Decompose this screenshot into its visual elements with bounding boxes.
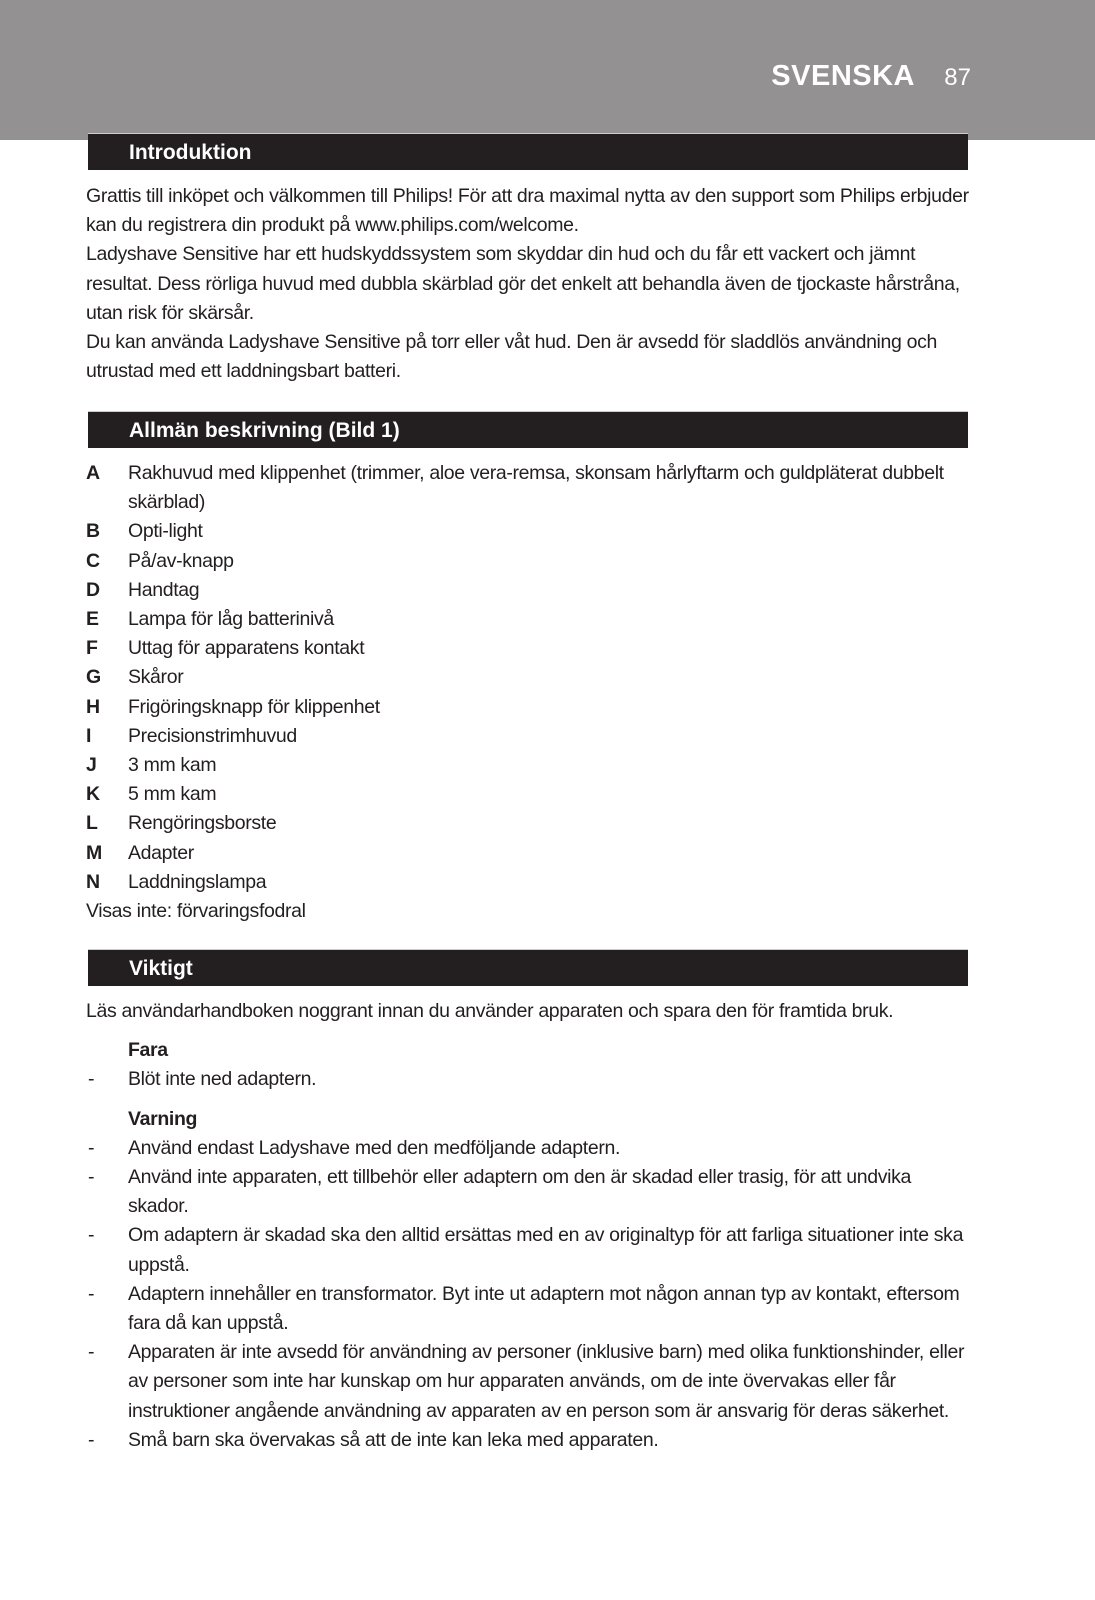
bullet-dash: -: [88, 1428, 95, 1451]
page-number: 87: [944, 64, 971, 91]
list-item: [86, 809, 972, 838]
paragraph: Ladyshave Sensitive har ett hudskyddssystem som skyddar din hud och du får ett vackert och jämnt resultat. Dess rörliga huvud med dubbla skärblad gör det enkelt att behandla även de tjockaste hårstråna, utan risk för skärsår.: [86, 243, 960, 324]
bullet-text: Använd endast Ladyshave med den medföljande adaptern.: [128, 1136, 621, 1159]
warning-heading: Varning: [128, 1107, 198, 1130]
item-text: Laddningslampa: [128, 870, 267, 893]
important-text: [86, 997, 972, 1455]
item-text: Handtag: [128, 578, 200, 601]
bullet-dash: -: [88, 1282, 95, 1305]
list-item: [86, 839, 972, 868]
item-text: 3 mm kam: [128, 754, 217, 777]
important-intro: Läs användarhandboken noggrant innan du använder apparaten och spara den för framtida bruk.: [86, 1000, 894, 1022]
item-key: D: [86, 578, 100, 601]
item-key: H: [86, 695, 100, 718]
bullet-item: [86, 1338, 972, 1426]
bullet-text: Om adaptern är skadad ska den alltid ersättas med en av originaltyp för att farliga situationer inte ska uppstå.: [128, 1224, 964, 1276]
section-heading-important: Viktigt: [88, 949, 968, 986]
list-item: [86, 663, 972, 692]
item-key: B: [86, 520, 100, 543]
item-key: G: [86, 666, 101, 689]
item-key: F: [86, 637, 98, 660]
parts-list: [86, 459, 972, 926]
bullet-text: Små barn ska övervakas så att de inte kan leka med apparaten.: [128, 1428, 659, 1451]
list-item: [86, 693, 972, 722]
bullet-dash: -: [88, 1136, 95, 1159]
item-key: C: [86, 549, 100, 572]
bullet-item: [86, 1163, 972, 1221]
bullet-item: [86, 1426, 972, 1455]
list-item: [86, 459, 972, 517]
danger-heading: Fara: [128, 1039, 168, 1062]
bullet-dash: -: [88, 1341, 95, 1364]
item-key: L: [86, 812, 98, 835]
bullet-text: Adaptern innehåller en transformator. Byt inte ut adaptern mot någon annan typ av kontakt, eftersom fara då kan uppstå.: [128, 1282, 960, 1335]
item-text: Rengöringsborste: [128, 812, 277, 835]
item-text: Frigöringsknapp för klippenhet: [128, 695, 380, 718]
bullet-item: [86, 1134, 972, 1163]
item-key: E: [86, 608, 99, 631]
item-text: 5 mm kam: [128, 783, 217, 806]
item-key: N: [86, 870, 100, 893]
list-item: [86, 517, 972, 546]
item-text: Rakhuvud med klippenhet (trimmer, aloe vera-remsa, skonsam hårlyftarm och guldpläterat dubbelt skärblad): [128, 462, 944, 514]
item-text: Opti-light: [128, 520, 203, 543]
bullet-dash: -: [88, 1224, 95, 1247]
item-text: Lampa för låg batterinivå: [128, 608, 334, 631]
bullet-dash: -: [88, 1068, 95, 1091]
bullet-dash: -: [88, 1166, 95, 1189]
bullet-item: [86, 1065, 972, 1094]
item-key: J: [86, 754, 97, 777]
section-heading-intro: Introduktion: [88, 133, 968, 170]
item-key: K: [86, 783, 100, 806]
intro-text: [86, 182, 972, 386]
language-label: SVENSKA: [771, 60, 915, 92]
item-key: M: [86, 841, 102, 864]
item-text: Skåror: [128, 666, 184, 689]
item-text: Uttag för apparatens kontakt: [128, 637, 365, 660]
page-header: [0, 0, 1095, 140]
list-item: [86, 868, 972, 897]
list-item: [86, 576, 972, 605]
list-item: [86, 547, 972, 576]
section-heading-description: Allmän beskrivning (Bild 1): [88, 411, 968, 448]
list-item: [86, 751, 972, 780]
bullet-text: Använd inte apparaten, ett tillbehör eller adaptern om den är skadad eller trasig, för att undvika skador.: [128, 1166, 912, 1218]
paragraph: Du kan använda Ladyshave Sensitive på torr eller våt hud. Den är avsedd för sladdlös användning och utrustad med ett laddningsbart batteri.: [86, 331, 937, 383]
item-text: Precisionstrimhuvud: [128, 724, 297, 747]
bullet-text: Apparaten är inte avsedd för användning av personer (inklusive barn) med olika funktionshinder, eller av personer som inte har kunskap om hur apparaten används, om de inte övervakas eller får instruktioner angående användning av apparaten av en person som är ansvarig för deras säkerhet.: [128, 1341, 965, 1422]
bullet-text: Blöt inte ned adaptern.: [128, 1068, 317, 1091]
item-text: Adapter: [128, 841, 194, 864]
bullet-item: [86, 1221, 972, 1279]
list-item: [86, 722, 972, 751]
list-item: [86, 634, 972, 663]
item-key: I: [86, 724, 92, 747]
not-shown-note: Visas inte: förvaringsfodral: [86, 900, 306, 923]
item-key: A: [86, 462, 100, 484]
list-item: [86, 780, 972, 809]
list-item: [86, 605, 972, 634]
bullet-item: [86, 1280, 972, 1338]
paragraph: Grattis till inköpet och välkommen till Philips! För att dra maximal nytta av den support som Philips erbjuder kan du registrera din produkt på www.philips.com/welcome.: [86, 185, 969, 237]
item-text: På/av-knapp: [128, 549, 234, 572]
